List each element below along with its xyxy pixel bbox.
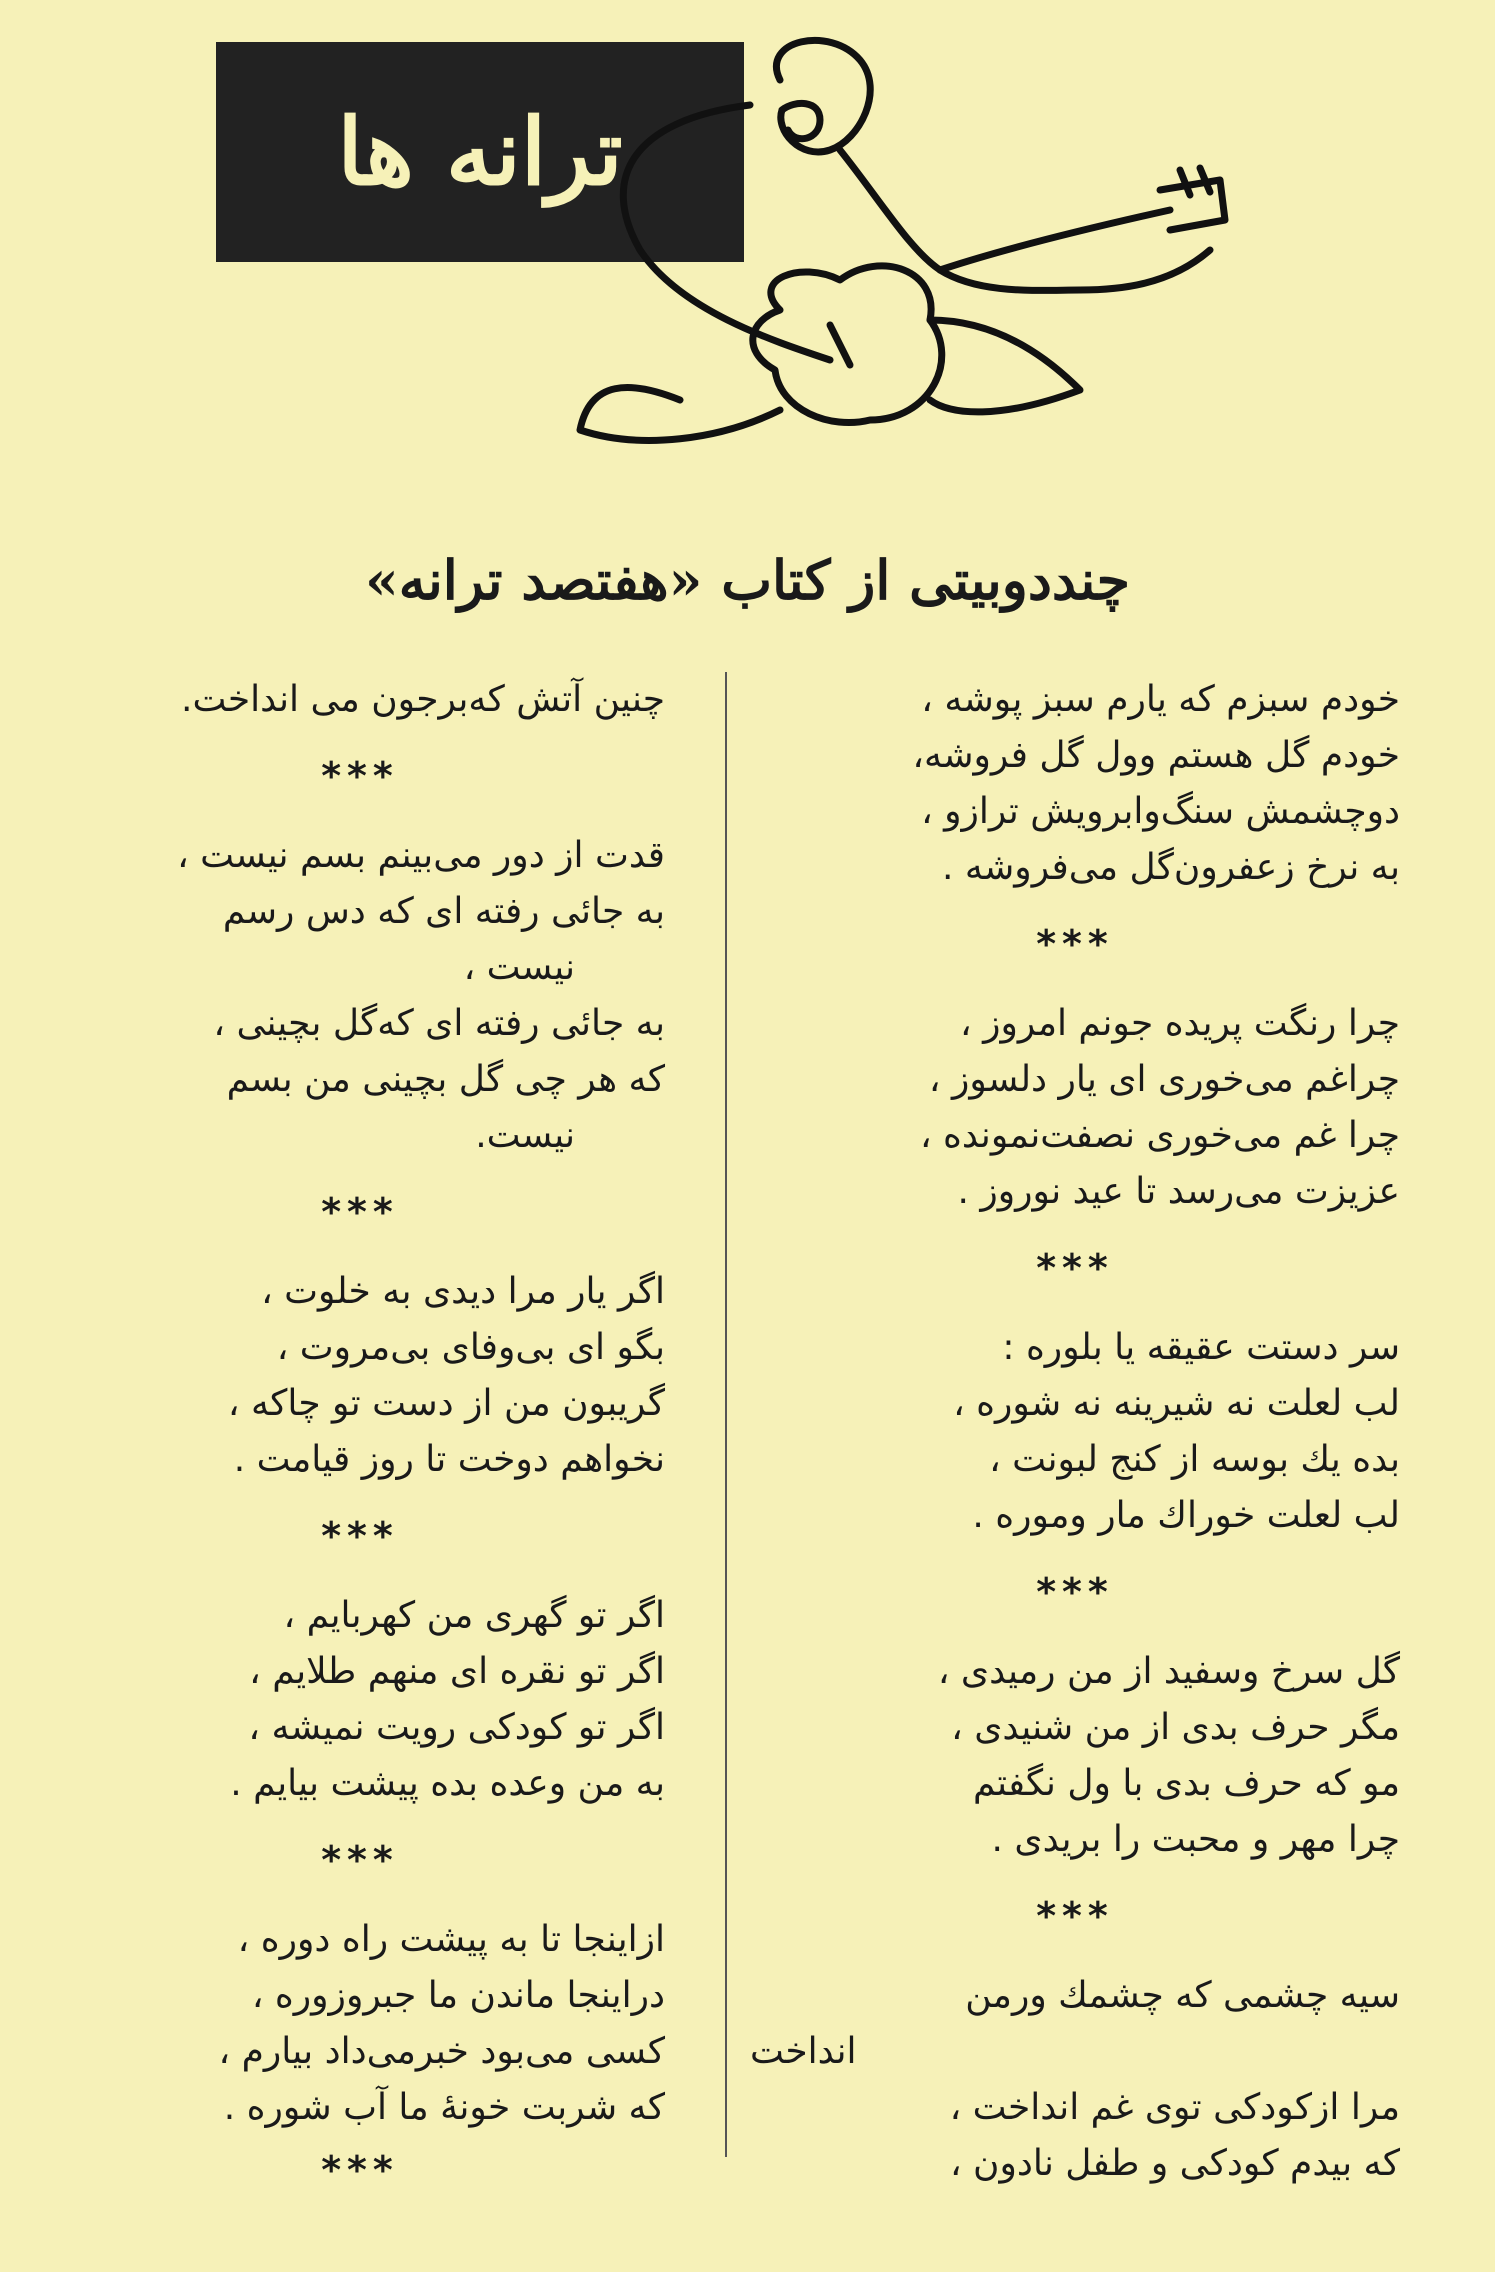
separator-stars: *** <box>1036 922 1114 966</box>
verse-line: که شربت خونهٔ ما آب شوره . <box>223 2087 665 2128</box>
verse-line: مرا ازکودکی توی غم انداخت ، <box>949 2087 1400 2128</box>
verse <box>55 672 665 728</box>
verse-line: قدت از دور می‌بینم بسم نیست ، <box>177 835 665 876</box>
column-divider <box>725 672 727 2157</box>
verse-line: کسی می‌بود خبرمی‌داد بیارم ، <box>218 2031 665 2072</box>
verse-line: ازاینجا تا به پیشت راه دوره ، <box>237 1919 665 1960</box>
verse-line: دوچشمش سنگ‌وابرویش ترازو ، <box>921 791 1400 832</box>
verse <box>750 996 1400 1220</box>
verse-line: اگر تو گهری من کهربایم ، <box>283 1595 665 1636</box>
verse-line: خودم گل هستم وول گل فروشه، <box>912 735 1400 776</box>
verse-line: چرا مهر و محبت را بریدی . <box>991 1819 1400 1860</box>
right-column <box>750 672 1400 2192</box>
verse-line: چنین آتش که‌برجون می انداخت. <box>181 679 665 720</box>
book-title: چنددوبیتی از کتاب «هفتصد ترانه» <box>365 548 1130 612</box>
verse <box>750 672 1400 896</box>
verse <box>750 1644 1400 1868</box>
separator-stars: *** <box>321 1514 399 1558</box>
verse-line: که هر چی گل بچینی من بسم <box>226 1059 665 1100</box>
verse-line: گل سرخ وسفید از من رمیدی ، <box>937 1651 1400 1692</box>
separator-stars: *** <box>321 2148 399 2192</box>
verse-line: مو که حرف بدی با ول نگفتم <box>973 1763 1400 1804</box>
section-title: ترانه ها <box>337 98 623 206</box>
verse-line: اگر تو کودکی رویت نمیشه ، <box>248 1707 665 1748</box>
verse-line: سیه چشمی که چشمك ورمن <box>965 1975 1400 2016</box>
verse-line: که بیدم کودکی و طفل نادون ، <box>949 2143 1400 2184</box>
verse <box>55 828 665 1164</box>
verse-line: اگر یار مرا دیدی به خلوت ، <box>261 1271 665 1312</box>
verse-line: چراغم می‌خوری ای یار دلسوز ، <box>928 1059 1400 1100</box>
verse-line: به نرخ زعفرون‌گل می‌فروشه . <box>941 847 1400 888</box>
verse-line: چرا غم می‌خوری نصفت‌نمونده ، <box>919 1115 1400 1156</box>
separator-stars: *** <box>1036 1894 1114 1938</box>
verse-line: اگر تو نقره ای منهم طلایم ، <box>249 1651 665 1692</box>
left-column <box>55 672 665 2222</box>
verse-line: دراینجا ماندن ما جبروزوره ، <box>251 1975 665 2016</box>
verse <box>750 1320 1400 1544</box>
verse-line: عزیزت می‌رسد تا عید نوروز . <box>957 1171 1400 1212</box>
verse-line: خودم سبزم که یارم سبز پوشه ، <box>921 679 1400 720</box>
separator-stars: *** <box>321 754 399 798</box>
verse-line: نیست ، <box>463 947 575 988</box>
separator-stars: *** <box>1036 1570 1114 1614</box>
separator-stars: *** <box>1036 1246 1114 1290</box>
verse-line: مگر حرف بدی از من شنیدی ، <box>951 1707 1400 1748</box>
verse <box>55 1588 665 1812</box>
verse-line: به جائی رفته ای که‌گل بچینی ، <box>213 1003 665 1044</box>
verse <box>55 1912 665 2136</box>
musician-illustration <box>520 20 1240 460</box>
verse-line: به جائی رفته ای که دس رسم <box>222 891 665 932</box>
verse-line: بده يك بوسه از کنج لبونت ، <box>989 1439 1400 1480</box>
verse-line: نخواهم دوخت تا روز قیامت . <box>233 1439 665 1480</box>
verse <box>55 1264 665 1488</box>
verse-line: گریبون من از دست تو چاکه ، <box>227 1383 665 1424</box>
verse-line: چرا رنگت پریده جونم امروز ، <box>960 1003 1400 1044</box>
verse-line: لب لعلت نه شیرینه نه شوره ، <box>953 1383 1400 1424</box>
verse-line: سر دستت عقیقه یا بلوره : <box>1002 1327 1400 1368</box>
verse-line: انداخت <box>750 2031 857 2072</box>
separator-stars: *** <box>321 1190 399 1234</box>
verse-line: بگو ای بی‌وفای بی‌مروت ، <box>276 1327 665 1368</box>
verse-line: به من وعده بده پیشت بیایم . <box>230 1763 665 1804</box>
verse-line: نیست. <box>475 1115 575 1156</box>
separator-stars: *** <box>321 1838 399 1882</box>
verse-line: لب لعلت خوراك مار وموره . <box>972 1495 1400 1536</box>
verse <box>750 1968 1400 2192</box>
